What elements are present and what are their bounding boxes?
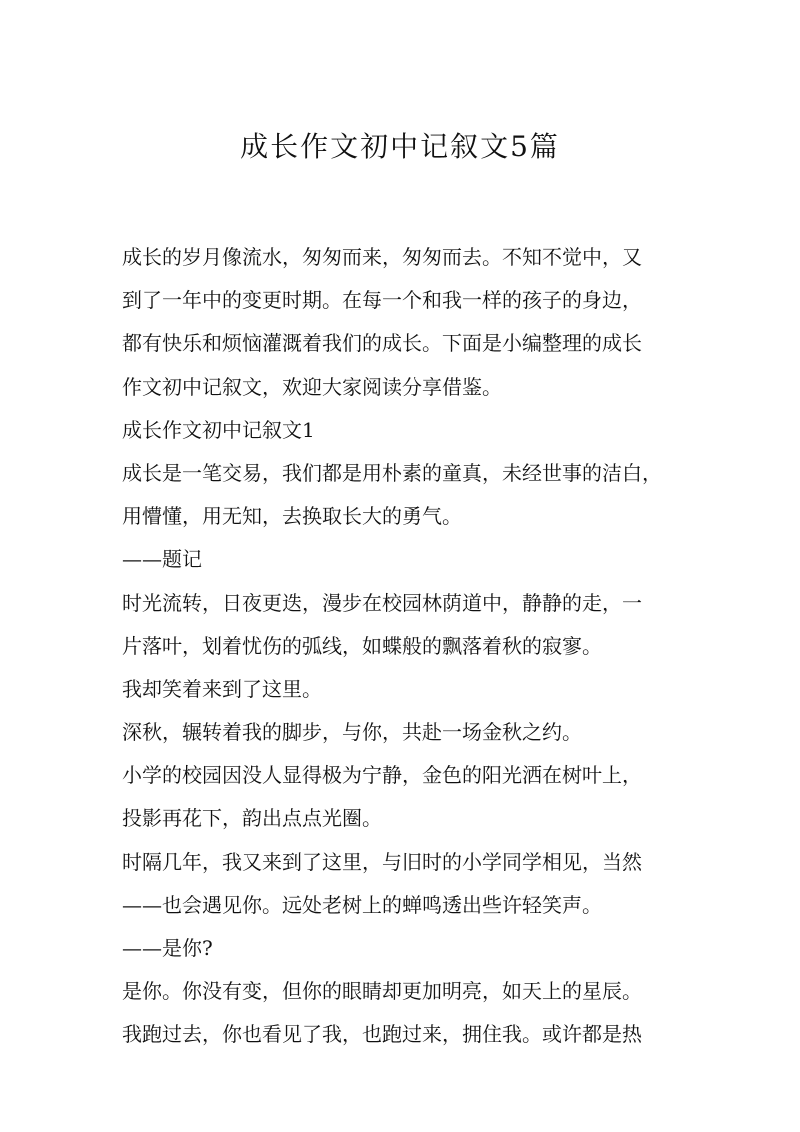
text-line: 小学的校园因没人显得极为宁静，金色的阳光洒在树叶上， [122, 763, 642, 788]
text-line: 到了一年中的变更时期。在每一个和我一样的孩子的身边， [122, 288, 642, 313]
text-line: 时隔几年，我又来到了这里，与旧时的小学同学相见，当然 [122, 849, 642, 874]
text-line: 我跑过去，你也看见了我，也跑过来，拥住我。或许都是热 [122, 1022, 642, 1047]
text-line: 片落叶，划着忧伤的弧线，如蝶般的飘落着秋的寂寥。 [122, 633, 602, 658]
section-heading: 成长作文初中记叙文1 [122, 417, 315, 442]
text-line: 是你。你没有变，但你的眼睛却更加明亮，如天上的星辰。 [122, 979, 642, 1004]
document-body [122, 236, 682, 1057]
text-line: 成长是一笔交易，我们都是用朴素的童真，未经世事的洁白， [122, 460, 662, 485]
epigraph-attribution: ——题记 [122, 547, 202, 572]
document-title: 成长作文初中记叙文5篇 [240, 130, 560, 163]
text-line: 我却笑着来到了这里。 [122, 676, 322, 701]
text-line: 成长的岁月像流水，匆匆而来，匆匆而去。不知不觉中，又 [122, 245, 642, 269]
text-line: 投影再花下，韵出点点光圈。 [122, 806, 382, 831]
text-line: 时光流转，日夜更迭，漫步在校园林荫道中，静静的走，一 [122, 590, 642, 615]
text-line: ——是你? [122, 936, 213, 960]
text-line: 都有快乐和烦恼灌溉着我们的成长。下面是小编整理的成长 [122, 331, 642, 356]
text-line: 深秋，辗转着我的脚步，与你，共赴一场金秋之约。 [122, 720, 582, 745]
text-line: 作文初中记叙文，欢迎大家阅读分享借鉴。 [122, 374, 502, 399]
text-line: ——也会遇见你。远处老树上的蝉鸣透出些许轻笑声。 [122, 892, 602, 917]
text-line: 用懵懂，用无知，去换取长大的勇气。 [122, 504, 462, 529]
